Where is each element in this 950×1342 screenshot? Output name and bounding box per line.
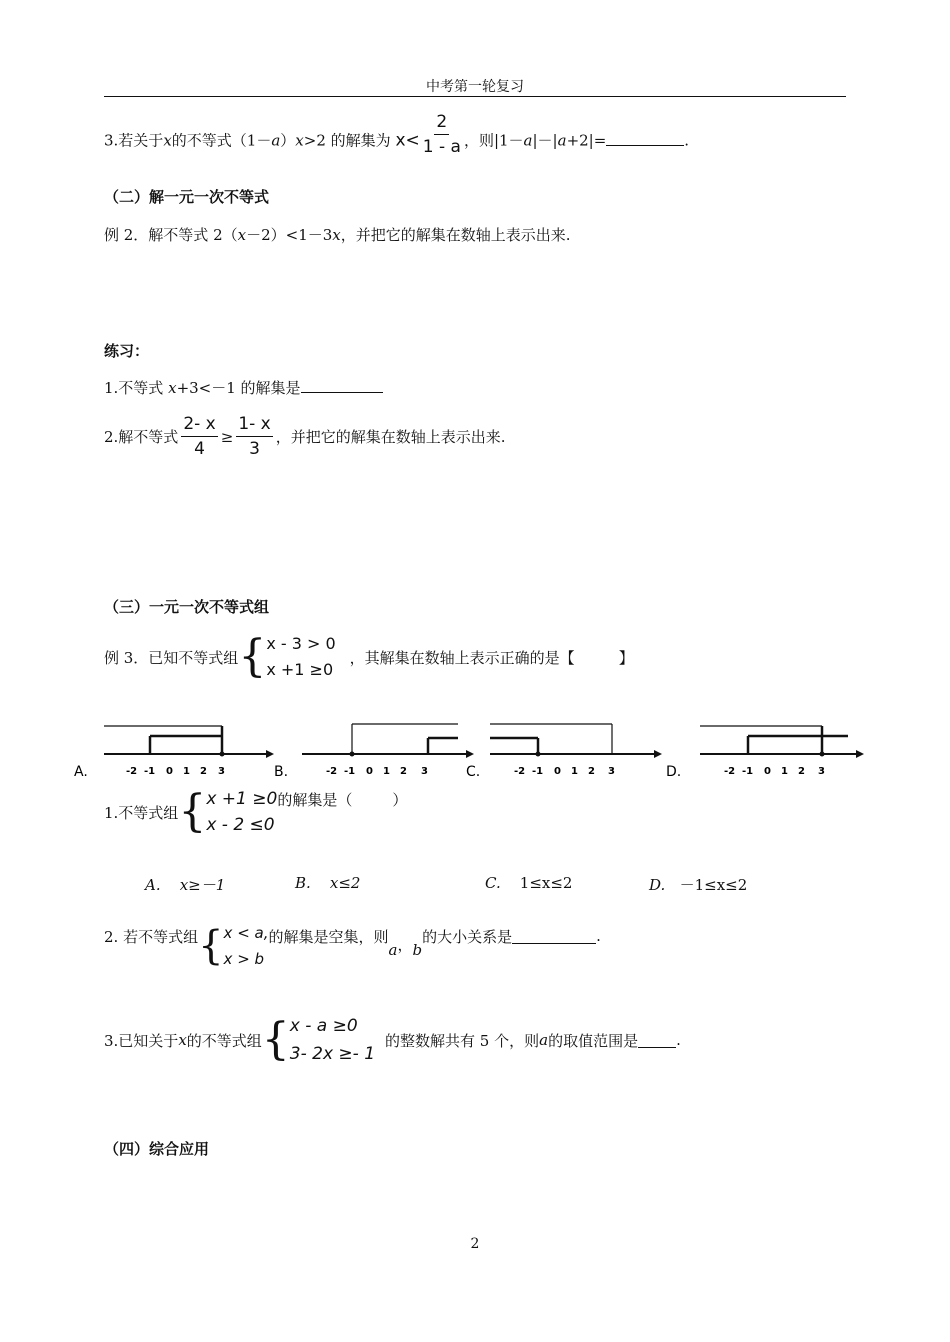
number-line-d[interactable] bbox=[666, 726, 864, 780]
example-3: 例 3．已知不等式组 { x - 3 > 0 x +1 ≥0 ，其解集在数轴上表示正确的是【 】 bbox=[104, 631, 634, 682]
svg-text:1: 1 bbox=[571, 766, 578, 777]
page-header: 中考第一轮复习 bbox=[426, 79, 524, 95]
svg-text:1: 1 bbox=[781, 766, 788, 777]
inequality-system: { x - 3 > 0 x +1 ≥0 bbox=[238, 631, 336, 682]
fraction-2-over-1-minus-a: $\frac{2}{1 - a}$ bbox=[422, 112, 461, 157]
svg-text:-2: -2 bbox=[126, 766, 138, 777]
inequality-system: { x +1 ≥0 x - 2 ≤0 bbox=[178, 786, 278, 837]
answer-blank[interactable] bbox=[638, 1033, 676, 1048]
question-3: 3.已知关于 x 的不等式组 { x - a ≥0 3- 2x ≥- 1 的整数解共有 5 个，则 a 的取值范围是 . bbox=[104, 1012, 681, 1068]
svg-text:0: 0 bbox=[764, 766, 771, 777]
label-a: A. bbox=[74, 764, 88, 780]
fraction-1-minus-x-over-3: $\frac{1- x}{3}$ bbox=[238, 414, 271, 459]
number-line-c[interactable] bbox=[466, 724, 662, 780]
section-3-title: （三）一元一次不等式组 bbox=[104, 598, 270, 616]
svg-text:2: 2 bbox=[798, 766, 805, 777]
svg-text:-1: -1 bbox=[144, 766, 156, 777]
section-4-title: （四）综合应用 bbox=[104, 1140, 210, 1158]
inequality-system: { x < a, x > b bbox=[198, 923, 269, 969]
answer-blank[interactable] bbox=[512, 929, 596, 944]
practice-1: 1.不等式 x+3<－1 的解集是 bbox=[104, 377, 383, 398]
label-d: D. bbox=[666, 764, 682, 780]
answer-blank[interactable] bbox=[606, 131, 684, 146]
label-b: B. bbox=[274, 764, 289, 780]
option-a[interactable]: A. x≥－1 bbox=[145, 876, 226, 894]
page-number: 2 bbox=[470, 1236, 480, 1252]
svg-text:-1: -1 bbox=[344, 766, 356, 777]
svg-text:3: 3 bbox=[818, 766, 825, 777]
svg-text:3: 3 bbox=[421, 766, 428, 777]
svg-text:0: 0 bbox=[366, 766, 373, 777]
svg-text:0: 0 bbox=[166, 766, 173, 777]
number-line-a[interactable] bbox=[74, 726, 274, 780]
svg-text:-1: -1 bbox=[742, 766, 754, 777]
practice-title: 练习： bbox=[104, 342, 150, 360]
example-2: 例 2．解不等式 2（x－2）<1－3x，并把它的解集在数轴上表示出来. bbox=[104, 226, 571, 244]
option-b[interactable]: B. x≤2 bbox=[295, 874, 361, 892]
question-3-top: 3.若关于x的不等式（1－a）x>2 的解集为 x< $\frac{2}{1 - a}$ ，则|1－a|－|a+2|= . bbox=[104, 112, 690, 157]
practice-2: 2.解不等式 $\frac{2- x}{4}$ ≥ $\frac{1- x}{3}$ ，并把它的解集在数轴上表示出来. bbox=[104, 414, 506, 459]
question-1: 1.不等式组 { x +1 ≥0 x - 2 ≤0 的解集是（ ） bbox=[104, 786, 408, 837]
label-c: C. bbox=[466, 764, 481, 780]
svg-text:1: 1 bbox=[383, 766, 390, 777]
svg-text:2: 2 bbox=[400, 766, 407, 777]
svg-text:-1: -1 bbox=[532, 766, 544, 777]
option-c[interactable]: C. 1≤x≤2 bbox=[485, 874, 573, 892]
question-2: 2. 若不等式组 { x < a, x > b 的解集是空集，则 a ， b 的大小关系是 . bbox=[104, 920, 601, 972]
answer-blank[interactable] bbox=[301, 378, 383, 393]
fraction-2-minus-x-over-4: $\frac{2- x}{4}$ bbox=[183, 414, 216, 459]
svg-text:-2: -2 bbox=[326, 766, 338, 777]
number-line-b[interactable] bbox=[274, 724, 474, 780]
svg-text:0: 0 bbox=[554, 766, 561, 777]
svg-text:-2: -2 bbox=[514, 766, 526, 777]
svg-text:2: 2 bbox=[588, 766, 595, 777]
inequality-system: { x - a ≥0 3- 2x ≥- 1 bbox=[261, 1014, 376, 1065]
section-2-title: （二）解一元一次不等式 bbox=[104, 188, 270, 206]
number-line-options bbox=[70, 712, 880, 782]
svg-text:-2: -2 bbox=[724, 766, 736, 777]
svg-text:3: 3 bbox=[608, 766, 615, 777]
option-d[interactable]: D. －1≤x≤2 bbox=[649, 876, 748, 894]
svg-text:3: 3 bbox=[218, 766, 225, 777]
header-rule bbox=[104, 96, 846, 97]
svg-text:1: 1 bbox=[183, 766, 190, 777]
svg-text:2: 2 bbox=[200, 766, 207, 777]
